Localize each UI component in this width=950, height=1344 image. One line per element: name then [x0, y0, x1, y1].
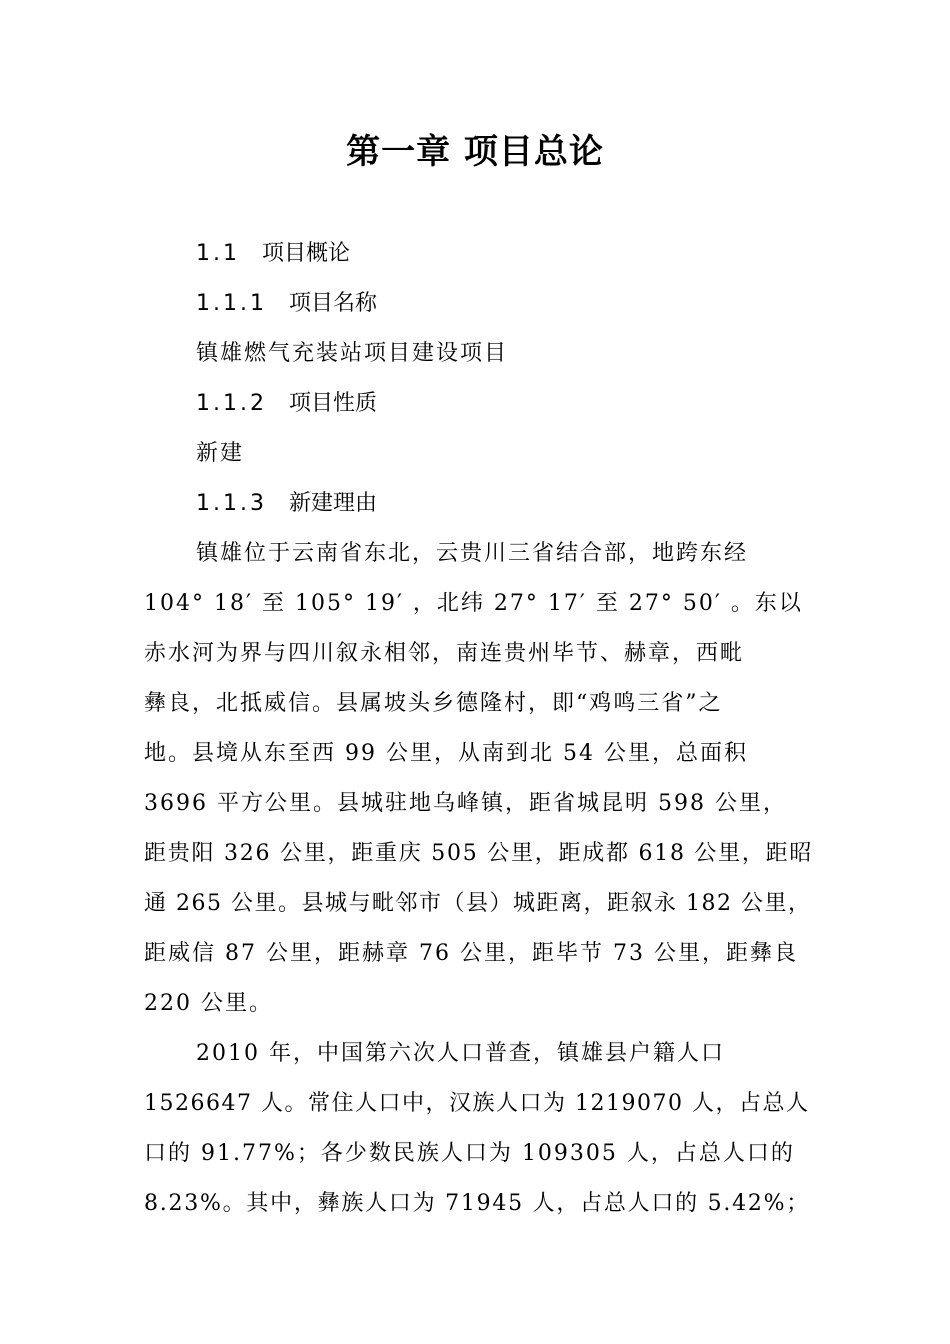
- text-line: 通 265 公里。县城与毗邻市（县）城距离，距叙永 182 公里，: [144, 891, 812, 916]
- section-heading-1-1: [196, 236, 350, 267]
- text-line: 104° 18′ 至 105° 19′ ，北纬 27° 17′ 至 27° 50′ 。东以: [144, 591, 803, 616]
- section-heading-1-1-2: [196, 386, 377, 417]
- project-name-text: 镇雄燃气充装站项目建设项目: [196, 341, 509, 366]
- chapter-title: 第一章 项目总论: [346, 132, 604, 172]
- section-title: 项目性质: [288, 391, 377, 416]
- project-nature-text: 新建: [196, 441, 245, 466]
- text-line: 彝良，北抵威信。县属坡头乡德隆村，即“鸡鸣三省”之: [144, 691, 723, 716]
- text-line: 地。县境从东至西 99 公里，从南到北 54 公里，总面积: [144, 741, 748, 766]
- text-line: 2010 年，中国第六次人口普查，镇雄县户籍人口: [196, 1041, 725, 1066]
- section-heading-1-1-3: [196, 486, 377, 517]
- text-line: 距威信 87 公里，距赫章 76 公里，距毕节 73 公里，距彝良: [144, 941, 798, 966]
- text-line: 1526647 人。常住人口中，汉族人口为 1219070 人，占总人: [144, 1091, 810, 1116]
- text-line: 镇雄位于云南省东北，云贵川三省结合部，地跨东经: [196, 541, 749, 566]
- section-number: 1.1.1: [196, 291, 267, 316]
- text-line: 220 公里。: [144, 991, 273, 1016]
- text-line: 3696 平方公里。县城驻地乌峰镇，距省城昆明 598 公里，: [144, 791, 787, 816]
- text-line: 口的 91.77%；各少数民族人口为 109305 人，占总人口的: [144, 1141, 795, 1166]
- section-title: 项目名称: [288, 291, 377, 316]
- text-line: 距贵阳 326 公里，距重庆 505 公里，距成都 618 公里，距昭: [144, 841, 814, 866]
- section-number: 1.1.3: [196, 491, 267, 516]
- section-number: 1.1: [196, 241, 240, 266]
- text-line: 8.23%。其中，彝族人口为 71945 人，占总人口的 5.42%；: [144, 1191, 810, 1216]
- text-line: 赤水河为界与四川叙永相邻，南连贵州毕节、赫章，西毗: [144, 641, 745, 666]
- section-title: 新建理由: [288, 491, 377, 516]
- section-title: 项目概论: [262, 241, 351, 266]
- section-number: 1.1.2: [196, 391, 267, 416]
- section-heading-1-1-1: [196, 286, 377, 317]
